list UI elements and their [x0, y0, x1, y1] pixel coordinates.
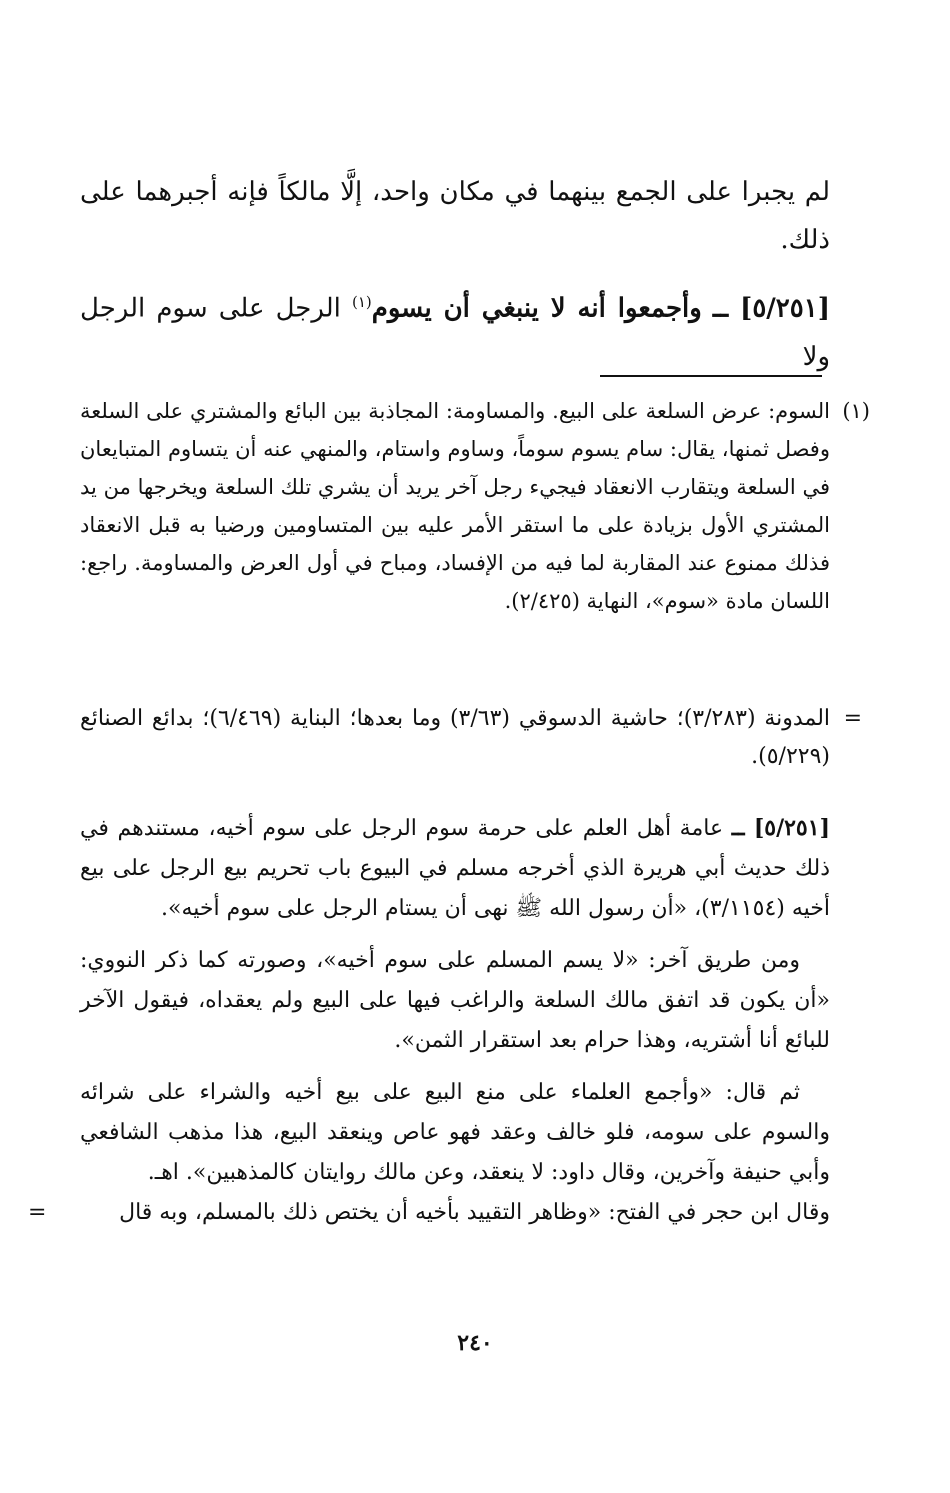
footnote-separator [600, 375, 822, 377]
continued-footnote [80, 700, 862, 776]
main-paragraph-2 [80, 278, 830, 381]
commentary-paragraph-1 [80, 808, 830, 929]
footnote-1 [80, 392, 870, 620]
issue-reference: [٥/٢٥١] ــ [712, 293, 830, 324]
continuation-marker: = [843, 706, 862, 731]
commentary-paragraph-4-text: وقال ابن حجر في الفتح: «وظاهر التقييد بأخيه أن يختص ذلك بالمسلم، وبه قال [119, 1200, 830, 1225]
commentary-paragraph-4 [28, 1193, 830, 1233]
commentary-paragraph-3: ثم قال: «وأجمع العلماء على منع البيع على بيع أخيه والشراء على شرائه والسوم على سومه، فلو خالف وعقد فهو عاص وينعقد البيع، هذا مذهب الشافعي وأبي حنيفة وآخرين، وقال داود: لا ينعقد، وعن مالك روايتان كالمذهبين». اهـ. [80, 1080, 830, 1185]
page-number: ٢٤٠ [457, 1330, 493, 1356]
footnote-marker: (١) [351, 293, 372, 311]
continues-next-page-marker: = [28, 1200, 47, 1225]
main-paragraph-1: لم يجبرا على الجمع بينهما في مكان واحد، إلَّا مالكاً فإنه أجبرهما على ذلك. [80, 177, 830, 255]
commentary-paragraph-2: ومن طريق آخر: «لا يسم المسلم على سوم أخيه»، وصورته كما ذكر النووي: «أن يكون قد اتفق مالك السلعة والراغب فيها على البيع ولم يعقداه، فيقول الآخر للبائع أنا أشتريه، وهذا حرام بعد استقرار الثمن». [80, 948, 830, 1053]
main-paragraph-2-rest: الرجل على سوم الرجل ولا [80, 293, 830, 372]
footnote-text: السوم: عرض السلعة على البيع. والمساومة: المجاذبة بين البائع والمشتري على السلعة وفصل ثمنها، يقال: سام يسوم سوماً، وساوم واستام، والمنهي عنه أن يتساوم المتبايعان في السلعة ويتقارب الانعقاد فيجيء رجل آخر يريد أن يشري تلك السلعة ويخرجها من يد المشتري الأول بزيادة على ما استقر الأمر عليه بين المتساومين ورضيا به قبل الانعقاد فذلك ممنوع عند المقاربة لما فيه من الإفساد، ومباح في أول العرض والمساومة. راجع: اللسان مادة «سوم»، النهاية (٢/٤٢٥). [80, 399, 830, 613]
main-paragraph-2-bold: وأجمعوا أنه لا ينبغي أن يسوم [371, 293, 702, 324]
footnote-number: (١) [842, 399, 870, 423]
commentary-paragraph-1-text: عامة أهل العلم على حرمة سوم الرجل على سوم أخيه، مستندهم في ذلك حديث أبي هريرة الذي أخرجه مسلم في البيوع باب تحريم بيع الرجل على بيع أخيه (٣/١١٥٤)، «أن رسول الله ﷺ نهى أن يستام الرجل على سوم أخيه». [80, 816, 830, 921]
main-text [80, 168, 830, 381]
continued-footnote-text: المدونة (٣/٢٨٣)؛ حاشية الدسوقي (٣/٦٣) وما بعدها؛ البناية (٦/٤٦٩)؛ بدائع الصنائع (٥/٢٢٩). [80, 706, 831, 769]
commentary-reference: [٥/٢٥١] ــ [731, 815, 830, 841]
commentary [28, 808, 830, 1233]
